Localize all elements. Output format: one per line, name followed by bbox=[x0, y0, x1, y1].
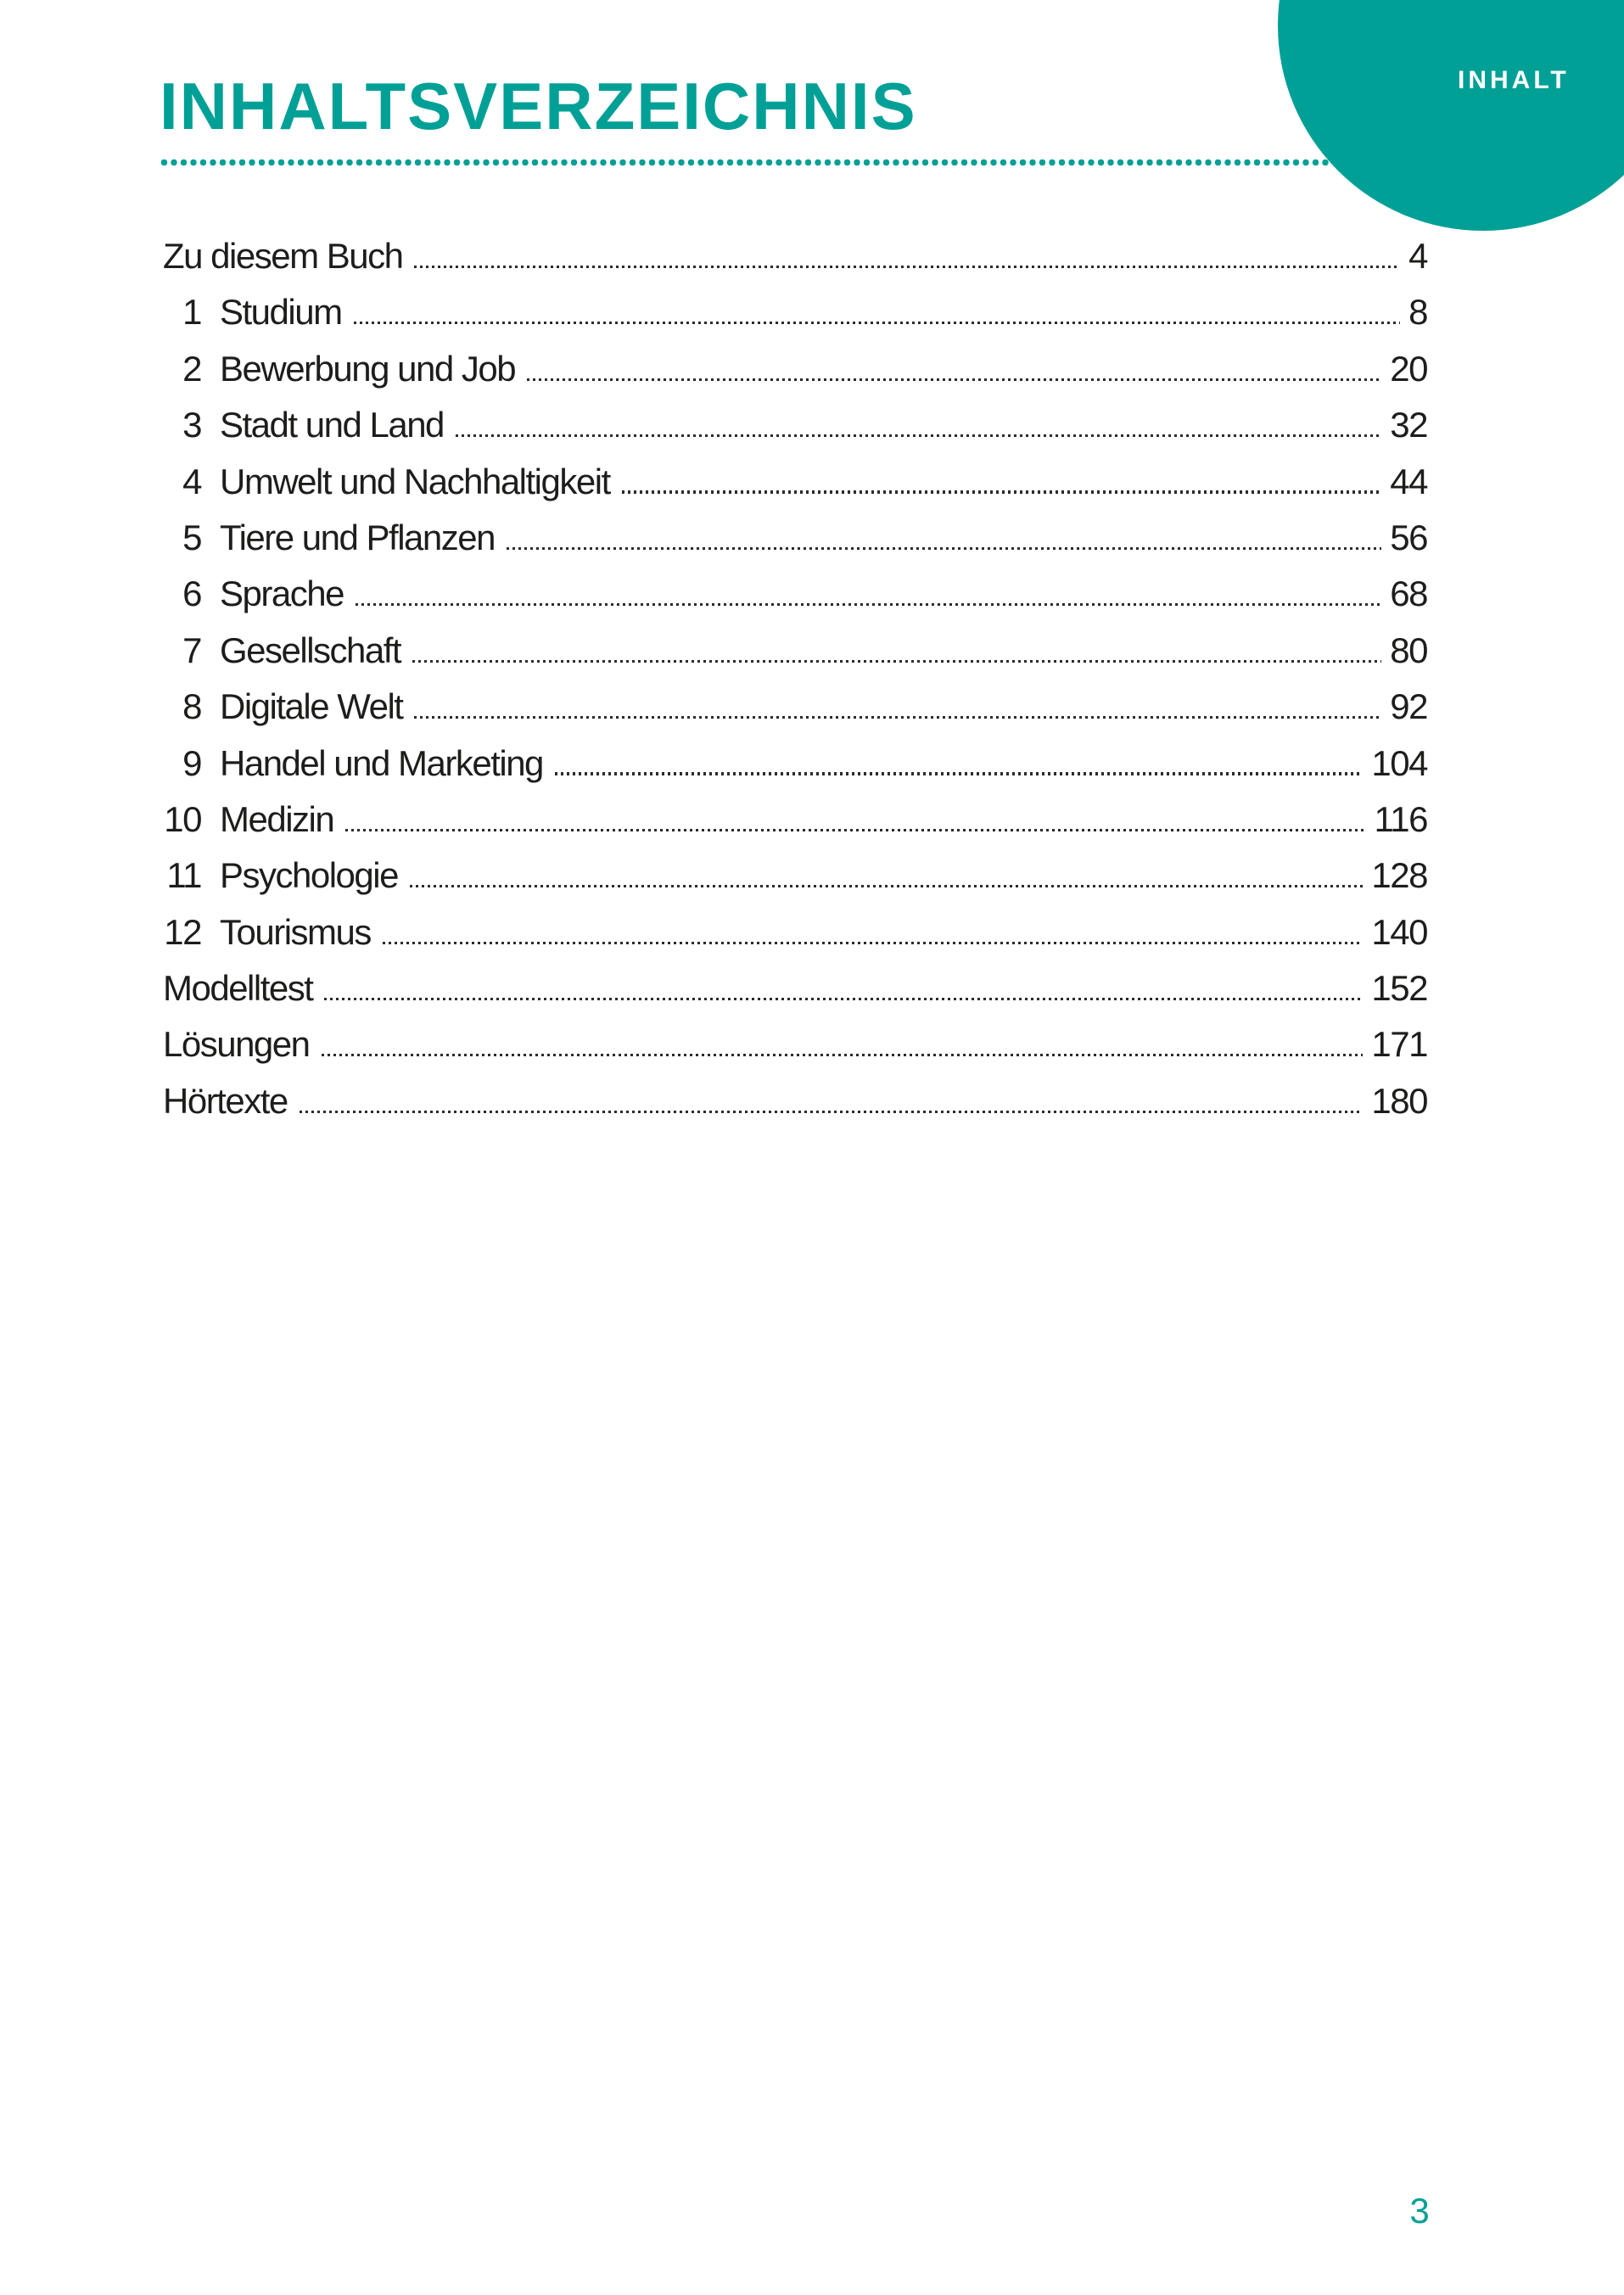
toc-entry-label: Lösungen bbox=[163, 1024, 310, 1065]
toc-entry-number: 8 bbox=[182, 686, 201, 727]
toc-entry bbox=[163, 1073, 1427, 1129]
toc-entry-number: 4 bbox=[182, 461, 201, 501]
dotted-leader bbox=[414, 266, 1400, 268]
toc-entry-page: 68 bbox=[1390, 574, 1427, 614]
dotted-leader bbox=[555, 772, 1364, 775]
toc-entry-label: Bewerbung und Job bbox=[220, 348, 516, 389]
toc-entry-label: Sprache bbox=[220, 574, 344, 614]
dotted-leader bbox=[300, 1111, 1364, 1113]
dotted-leader bbox=[354, 322, 1401, 324]
dotted-leader bbox=[412, 660, 1381, 663]
toc-entry-label: Stadt und Land bbox=[220, 405, 444, 445]
title-dotted-rule bbox=[160, 159, 1339, 166]
toc-entry-page: 128 bbox=[1371, 855, 1427, 896]
toc-entry-number: 10 bbox=[164, 798, 201, 839]
toc-entry-number: 9 bbox=[182, 742, 201, 783]
toc-entry-label: Digitale Welt bbox=[220, 686, 403, 727]
toc-entry-page: 140 bbox=[1371, 911, 1427, 952]
corner-circle bbox=[1278, 0, 1624, 231]
toc-entry bbox=[163, 1016, 1427, 1072]
toc-entry-label: Hörtexte bbox=[163, 1080, 288, 1121]
corner-tab-label: INHALT bbox=[1458, 66, 1570, 94]
toc-entry bbox=[163, 284, 1427, 340]
toc-entry-number: 7 bbox=[182, 630, 201, 670]
dotted-leader bbox=[324, 998, 1363, 1000]
toc-entry-label: Gesellschaft bbox=[220, 630, 401, 670]
toc-entry-number: 1 bbox=[182, 292, 201, 333]
dotted-leader bbox=[345, 829, 1365, 831]
toc-entry-number: 5 bbox=[182, 517, 201, 557]
toc-entry bbox=[163, 623, 1427, 679]
toc-entry-page: 4 bbox=[1408, 236, 1427, 276]
toc-entry bbox=[163, 510, 1427, 566]
toc-entry bbox=[163, 736, 1427, 792]
toc-entry-number: 6 bbox=[182, 574, 201, 614]
toc-entry bbox=[163, 341, 1427, 397]
dotted-leader bbox=[456, 434, 1381, 437]
toc-entry-number: 11 bbox=[166, 855, 201, 896]
toc-entry bbox=[163, 454, 1427, 510]
toc-entry-number: 2 bbox=[182, 348, 201, 389]
toc-entry-label: Modelltest bbox=[163, 968, 313, 1009]
dotted-leader bbox=[410, 885, 1363, 887]
toc-entry-label: Handel und Marketing bbox=[220, 742, 543, 783]
toc-entry-page: 20 bbox=[1390, 348, 1427, 389]
toc-entry-label: Tourismus bbox=[220, 911, 371, 952]
toc-entry-page: 44 bbox=[1390, 461, 1427, 501]
dotted-leader bbox=[507, 547, 1381, 550]
toc-entry bbox=[163, 679, 1427, 735]
toc-entry-page: 56 bbox=[1390, 517, 1427, 557]
toc-entry-label: Zu diesem Buch bbox=[163, 236, 403, 276]
toc-entry bbox=[163, 566, 1427, 622]
toc-entry bbox=[163, 960, 1427, 1016]
toc-entry bbox=[163, 228, 1427, 284]
page-title: INHALTSVERZEICHNIS bbox=[160, 69, 917, 143]
toc-entry-page: 92 bbox=[1390, 686, 1427, 727]
toc-entry-page: 171 bbox=[1371, 1024, 1427, 1065]
toc-entry bbox=[163, 848, 1427, 904]
toc-entry-number: 3 bbox=[182, 405, 201, 445]
dotted-leader bbox=[622, 490, 1382, 493]
dotted-leader bbox=[527, 378, 1381, 381]
dotted-leader bbox=[383, 942, 1364, 944]
toc-entry bbox=[163, 792, 1427, 848]
page-number: 3 bbox=[1409, 2191, 1430, 2231]
toc-entry-label: Medizin bbox=[220, 798, 334, 839]
toc-entry-page: 180 bbox=[1371, 1080, 1427, 1121]
toc-entry-page: 104 bbox=[1371, 742, 1427, 783]
dotted-leader bbox=[356, 603, 1381, 606]
toc-entry-number: 12 bbox=[164, 911, 201, 952]
dotted-leader bbox=[322, 1054, 1364, 1056]
toc-list bbox=[163, 228, 1427, 1129]
toc-entry-page: 116 bbox=[1374, 798, 1427, 839]
toc-entry-page: 80 bbox=[1390, 630, 1427, 670]
toc-entry-label: Psychologie bbox=[220, 855, 398, 896]
toc-entry-label: Studium bbox=[220, 292, 342, 333]
toc-entry-page: 8 bbox=[1408, 292, 1427, 333]
toc-entry-label: Umwelt und Nachhaltigkeit bbox=[220, 461, 610, 501]
toc-entry-page: 152 bbox=[1371, 968, 1427, 1009]
toc-entry bbox=[163, 397, 1427, 453]
toc-entry-page: 32 bbox=[1390, 405, 1427, 445]
dotted-leader bbox=[414, 716, 1381, 719]
toc-entry bbox=[163, 904, 1427, 960]
toc-entry-label: Tiere und Pflanzen bbox=[220, 517, 495, 557]
